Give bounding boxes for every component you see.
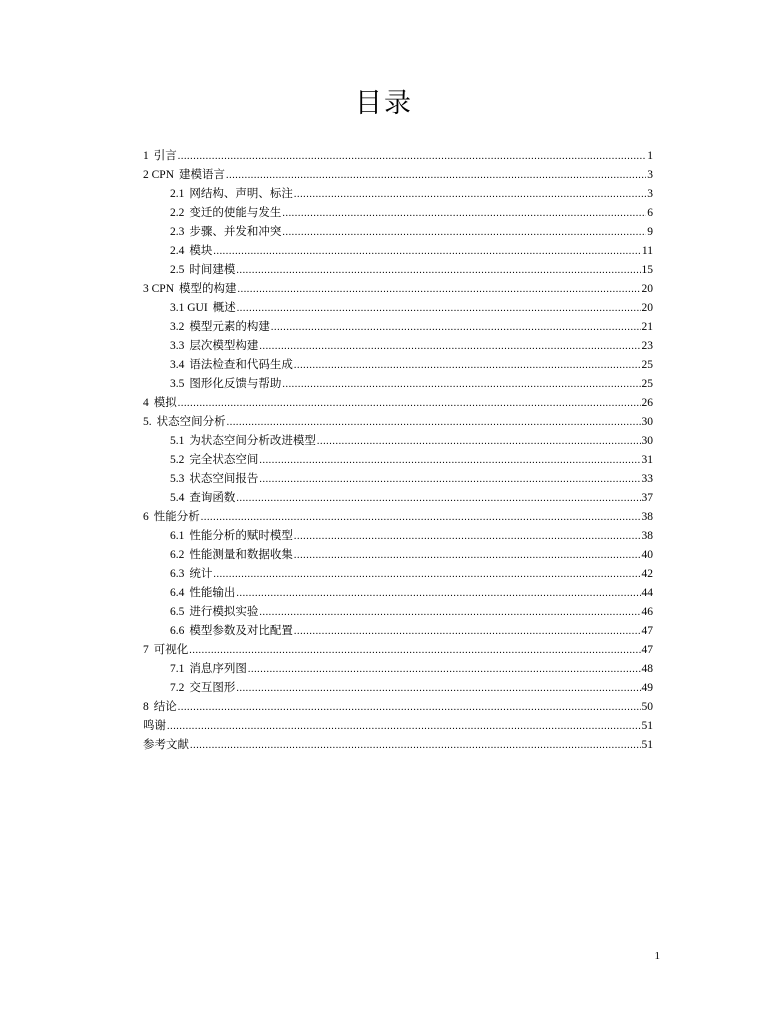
toc-entry-page: 51 — [641, 739, 653, 751]
toc-leader-dots — [237, 301, 641, 316]
toc-entry-number: 6.1 — [170, 530, 185, 542]
toc-entry-page: 31 — [641, 454, 653, 466]
toc-entry-page: 38 — [641, 530, 653, 542]
toc-entry-page: 3 — [647, 169, 653, 181]
toc-leader-dots — [238, 282, 641, 297]
toc-entry-label: 引言 — [153, 150, 177, 162]
toc-leader-dots — [282, 206, 646, 221]
toc-entry[interactable] — [143, 468, 653, 487]
toc-entry-page: 49 — [641, 682, 653, 694]
toc-leader-dots — [259, 339, 640, 354]
toc-entry-label: 模型元素的构建 — [189, 321, 270, 333]
toc-entry-number: 6.4 — [170, 587, 185, 599]
toc-entry[interactable] — [143, 354, 653, 373]
toc-leader-dots — [259, 472, 640, 487]
toc-entry-page: 37 — [641, 492, 653, 504]
toc-entry-page: 42 — [641, 568, 653, 580]
toc-entry-label: 模型参数及对比配置 — [189, 625, 293, 637]
toc-entry-page: 48 — [641, 663, 653, 675]
toc-entry-label: 建模语言 — [179, 169, 225, 181]
toc-leader-dots — [294, 624, 641, 639]
toc-entry-page: 25 — [641, 359, 653, 371]
toc-entry-page: 25 — [641, 378, 653, 390]
toc-entry-number: 2.4 — [170, 245, 185, 257]
toc-entry-number: 7.1 — [170, 663, 185, 675]
toc-entry-page: 47 — [641, 625, 653, 637]
toc-entry[interactable] — [143, 449, 653, 468]
toc-entry-page: 51 — [641, 720, 653, 732]
toc-entry-page: 33 — [641, 473, 653, 485]
toc-entry-label: 模拟 — [153, 397, 177, 409]
toc-entry-label: 统计 — [189, 568, 213, 580]
toc-leader-dots — [248, 662, 641, 677]
toc-entry-number: 6.5 — [170, 606, 185, 618]
toc-entry[interactable] — [143, 411, 653, 430]
toc-leader-dots — [259, 453, 640, 468]
toc-entry-label: 鸣谢 — [143, 720, 166, 732]
toc-entry-number: 7.2 — [170, 682, 185, 694]
toc-leader-dots — [317, 434, 641, 449]
toc-entry-page: 23 — [641, 340, 653, 352]
toc-entry-number: 3.4 — [170, 359, 185, 371]
toc-entry[interactable] — [143, 183, 653, 202]
toc-entry-page: 9 — [647, 226, 653, 238]
toc-leader-dots — [167, 719, 641, 734]
toc-entry-label: 查询函数 — [189, 492, 236, 504]
toc-entry-page: 26 — [641, 397, 653, 409]
toc-entry[interactable] — [143, 297, 653, 316]
toc-entry-page: 21 — [641, 321, 653, 333]
toc-entry-label: 模块 — [189, 245, 213, 257]
toc-entry[interactable] — [143, 639, 653, 658]
toc-entry-number: 2.2 — [170, 207, 185, 219]
toc-entry-number: 4 — [143, 397, 149, 409]
toc-leader-dots — [201, 510, 641, 525]
toc-leader-dots — [294, 358, 641, 373]
toc-entry-label: 概述 — [212, 302, 236, 314]
toc-leader-dots — [178, 396, 641, 411]
toc-entry-label: 完全状态空间 — [189, 454, 259, 466]
toc-entry-label: 性能分析 — [153, 511, 200, 523]
toc-entry-page: 50 — [641, 701, 653, 713]
toc-entry[interactable] — [143, 544, 653, 563]
toc-leader-dots — [178, 700, 641, 715]
toc-entry[interactable] — [143, 601, 653, 620]
toc-entry-number: 3.5 — [170, 378, 185, 390]
toc-entry-label: 步骤、并发和冲突 — [189, 226, 282, 238]
toc-entry-number: 2.5 — [170, 264, 185, 276]
toc-entry-number: 6.6 — [170, 625, 185, 637]
toc-leader-dots — [178, 149, 647, 164]
toc-entry[interactable] — [143, 373, 653, 392]
toc-entry-number: 3.2 — [170, 321, 185, 333]
toc-entry-label: 交互图形 — [189, 682, 236, 694]
toc-leader-dots — [236, 681, 640, 696]
toc-entry-page: 15 — [641, 264, 653, 276]
toc-entry[interactable] — [143, 658, 653, 677]
toc-entry-page: 30 — [641, 416, 653, 428]
toc-entry-label: 图形化反馈与帮助 — [189, 378, 282, 390]
toc-entry[interactable] — [143, 430, 653, 449]
toc-entry-label: 参考文献 — [143, 739, 189, 751]
toc-entry-label: 性能输出 — [189, 587, 236, 599]
page-title: 目录 — [355, 88, 413, 119]
table-of-contents — [143, 145, 653, 753]
toc-entry[interactable] — [143, 259, 653, 278]
toc-entry[interactable] — [143, 145, 653, 164]
toc-entry[interactable] — [143, 696, 653, 715]
toc-entry-page: 6 — [647, 207, 653, 219]
toc-entry-page: 30 — [641, 435, 653, 447]
toc-leader-dots — [189, 643, 640, 658]
toc-entry-number: 2 CPN — [143, 169, 174, 181]
toc-entry-page: 20 — [641, 302, 653, 314]
toc-entry-page: 46 — [641, 606, 653, 618]
toc-entry[interactable] — [143, 278, 653, 297]
toc-entry-label: 进行模拟实验 — [189, 606, 259, 618]
toc-entry-page: 11 — [641, 245, 653, 257]
toc-entry-number: 3.1 GUI — [170, 302, 208, 314]
toc-entry-number: 5.3 — [170, 473, 185, 485]
toc-entry-label: 变迁的使能与发生 — [189, 207, 282, 219]
toc-leader-dots — [271, 320, 641, 335]
toc-leader-dots — [226, 168, 646, 183]
toc-entry[interactable] — [143, 677, 653, 696]
toc-leader-dots — [294, 529, 641, 544]
toc-entry-label: 结论 — [153, 701, 177, 713]
toc-leader-dots — [190, 738, 641, 753]
toc-entry-number: 2.3 — [170, 226, 185, 238]
toc-entry-label: 消息序列图 — [189, 663, 247, 675]
toc-leader-dots — [259, 605, 640, 620]
toc-entry-number: 8 — [143, 701, 149, 713]
toc-entry-label: 状态空间分析 — [156, 416, 226, 428]
toc-entry-page: 3 — [647, 188, 653, 200]
toc-entry-number: 7 — [143, 644, 149, 656]
toc-entry[interactable] — [143, 506, 653, 525]
toc-entry-page: 40 — [641, 549, 653, 561]
toc-entry-page: 47 — [641, 644, 653, 656]
toc-entry-number: 5.4 — [170, 492, 185, 504]
toc-entry[interactable] — [143, 202, 653, 221]
toc-entry-number: 3 CPN — [143, 283, 174, 295]
toc-entry-label: 网结构、声明、标注 — [189, 188, 293, 200]
toc-entry-number: 6 — [143, 511, 149, 523]
toc-entry-number: 6.3 — [170, 568, 185, 580]
toc-entry[interactable] — [143, 240, 653, 259]
toc-entry[interactable] — [143, 734, 653, 753]
toc-entry[interactable] — [143, 487, 653, 506]
toc-entry-page: 20 — [641, 283, 653, 295]
toc-leader-dots — [282, 377, 640, 392]
toc-entry[interactable] — [143, 335, 653, 354]
toc-entry-label: 层次模型构建 — [189, 340, 259, 352]
toc-entry-number: 3.3 — [170, 340, 185, 352]
toc-leader-dots — [213, 567, 640, 582]
toc-leader-dots — [294, 187, 646, 202]
toc-entry-page: 44 — [641, 587, 653, 599]
toc-entry[interactable] — [143, 164, 653, 183]
toc-entry-number: 2.1 — [170, 188, 185, 200]
toc-entry-label: 状态空间报告 — [189, 473, 259, 485]
toc-leader-dots — [236, 491, 640, 506]
toc-entry-number: 5. — [143, 416, 152, 428]
toc-entry[interactable] — [143, 715, 653, 734]
toc-entry[interactable] — [143, 392, 653, 411]
toc-leader-dots — [282, 225, 646, 240]
toc-entry-number: 6.2 — [170, 549, 185, 561]
page-number: 1 — [654, 950, 660, 962]
toc-entry-label: 时间建模 — [189, 264, 236, 276]
toc-entry-label: 模型的构建 — [179, 283, 237, 295]
toc-entry[interactable] — [143, 582, 653, 601]
toc-leader-dots — [213, 244, 641, 259]
toc-entry-label: 语法检查和代码生成 — [189, 359, 293, 371]
toc-entry-label: 可视化 — [153, 644, 189, 656]
toc-entry[interactable] — [143, 316, 653, 335]
toc-entry-page: 1 — [647, 150, 653, 162]
toc-entry[interactable] — [143, 221, 653, 240]
toc-entry[interactable] — [143, 563, 653, 582]
toc-entry-label: 为状态空间分析改进模型 — [189, 435, 316, 447]
toc-entry-label: 性能分析的赋时模型 — [189, 530, 293, 542]
toc-leader-dots — [236, 263, 640, 278]
toc-leader-dots — [294, 548, 641, 563]
toc-leader-dots — [236, 586, 640, 601]
toc-entry-label: 性能测量和数据收集 — [189, 549, 293, 561]
toc-entry-page: 38 — [641, 511, 653, 523]
toc-leader-dots — [227, 415, 641, 430]
toc-entry[interactable] — [143, 525, 653, 544]
toc-entry[interactable] — [143, 620, 653, 639]
toc-entry-number: 5.1 — [170, 435, 185, 447]
toc-entry-number: 1 — [143, 150, 149, 162]
toc-entry-number: 5.2 — [170, 454, 185, 466]
